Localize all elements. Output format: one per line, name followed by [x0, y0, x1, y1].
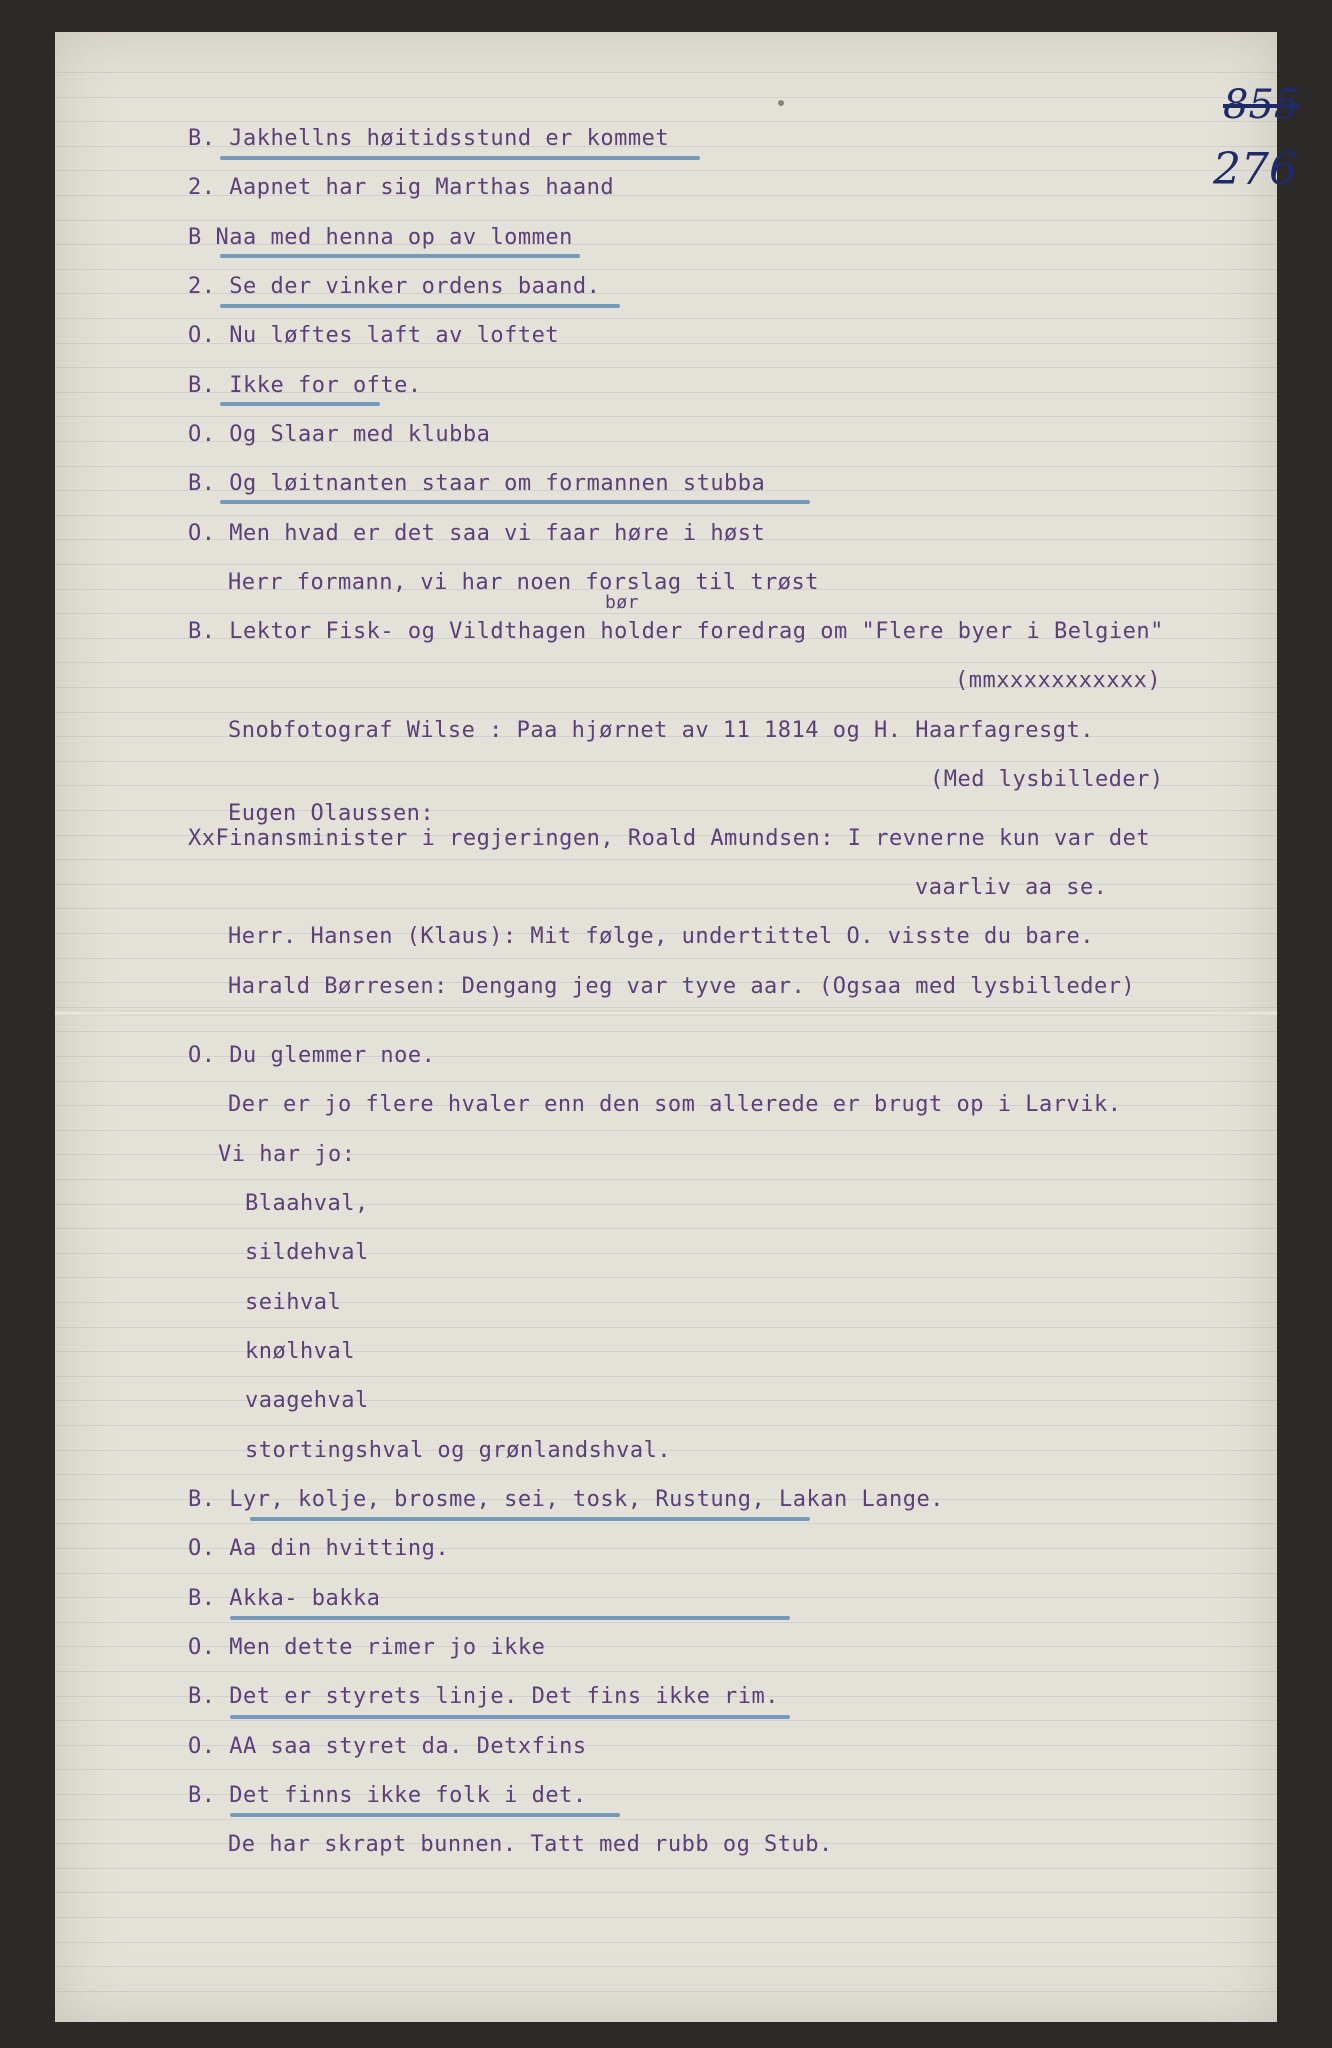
text-line: Harald Børresen: Dengang jeg var tyve aar. (Ogsaa med lysbilleder): [228, 974, 1136, 999]
text-line: O. Og Slaar med klubba: [188, 422, 491, 447]
ruled-line: [55, 662, 1277, 663]
ruled-line: [55, 613, 1277, 614]
text-line: Der er jo flere hvaler enn den som allerede er brugt op i Larvik.: [228, 1092, 1122, 1117]
ruled-line: [55, 1376, 1277, 1377]
text-line: O. Aa din hvitting.: [188, 1536, 450, 1561]
ruled-line: [55, 1425, 1277, 1426]
text-line: B. Akka- bakka: [188, 1586, 381, 1611]
text-line: B. Det er styrets linje. Det fins ikke rim.: [188, 1684, 780, 1709]
text-line: Vi har jo:: [218, 1142, 356, 1167]
text-line: Eugen Olaussen:: [228, 801, 435, 826]
text-line: Snobfotograf Wilse : Paa hjørnet av 11 1814 og H. Haarfagresgt.: [228, 718, 1094, 743]
ruled-line: [55, 121, 1277, 122]
ruled-line: [55, 1622, 1277, 1623]
ruled-line: [55, 1277, 1277, 1278]
ruled-line: [55, 1917, 1277, 1918]
underline-mark: [220, 402, 380, 406]
text-line: B. Jakhellns høitidsstund er kommet: [188, 126, 670, 151]
text-line: Herr. Hansen (Klaus): Mit følge, undertittel O. visste du bare.: [228, 924, 1094, 949]
text-line: (mmxxxxxxxxxxx): [955, 668, 1162, 693]
ruled-line: [55, 515, 1277, 516]
text-line: B. Lyr, kolje, brosme, sei, tosk, Rustung, Lakan Lange.: [188, 1487, 944, 1512]
page-number: 276: [1213, 144, 1297, 195]
underline-mark: [220, 304, 620, 308]
ruled-line: [55, 1720, 1277, 1721]
ruled-line: [55, 1573, 1277, 1574]
ruled-line: [55, 1351, 1277, 1352]
ruled-line: [55, 97, 1277, 98]
text-line: O. Du glemmer noe.: [188, 1043, 436, 1068]
ruled-line: [55, 1253, 1277, 1254]
ruled-line: [55, 367, 1277, 368]
ruled-line: [55, 1400, 1277, 1401]
ruled-line: [55, 1130, 1277, 1131]
page-fold: [55, 1010, 1277, 1016]
ruled-line: [55, 1991, 1277, 1992]
text-line: knølhval: [245, 1339, 355, 1364]
ruled-line: [55, 859, 1277, 860]
ruled-line: [55, 908, 1277, 909]
ruled-line: [55, 1327, 1277, 1328]
ruled-line: [55, 1769, 1277, 1770]
text-line: B. Lektor Fisk- og Vildthagen holder foredrag om "Flere byer i Belgien": [188, 619, 1164, 644]
ruled-line: [55, 1302, 1277, 1303]
document-page: [55, 32, 1300, 2022]
ruled-line: [55, 318, 1277, 319]
text-line: Blaahval,: [245, 1191, 369, 1216]
underline-mark: [230, 1715, 790, 1719]
ruled-line: [55, 1671, 1277, 1672]
ruled-line: [55, 466, 1277, 467]
insertion-note: bør: [605, 592, 640, 613]
ruled-line: [55, 1474, 1277, 1475]
underline-mark: [220, 500, 810, 504]
ruled-line: [55, 712, 1277, 713]
ruled-line: [55, 269, 1277, 270]
text-line: vaarliv aa se.: [915, 875, 1108, 900]
text-line: vaagehval: [245, 1388, 369, 1413]
text-line: O. AA saa styret da. Detxfins: [188, 1734, 587, 1759]
text-line: 2. Aapnet har sig Marthas haand: [188, 175, 615, 200]
punch-dot: [778, 100, 784, 106]
ruled-line: [55, 1892, 1277, 1893]
underline-mark: [220, 254, 580, 258]
underline-mark: [230, 1813, 620, 1817]
ruled-line: [55, 958, 1277, 959]
ruled-line: [55, 1868, 1277, 1869]
ruled-line: [55, 1523, 1277, 1524]
ruled-line: [55, 1942, 1277, 1943]
ruled-line: [55, 220, 1277, 221]
ruled-line: [55, 1031, 1277, 1032]
text-line: De har skrapt bunnen. Tatt med rubb og Stub.: [228, 1832, 833, 1857]
text-line: seihval: [245, 1290, 342, 1315]
ruled-line: [55, 72, 1277, 73]
text-line: 2. Se der vinker ordens baand.: [188, 274, 601, 299]
underline-mark: [250, 1517, 810, 1521]
text-line: (Med lysbilleder): [930, 767, 1164, 792]
ruled-line: [55, 1204, 1277, 1205]
text-line: B. Det finns ikke folk i det.: [188, 1783, 587, 1808]
ruled-line: [55, 1966, 1277, 1967]
text-line: XxFinansminister i regjeringen, Roald Amundsen: I revnerne kun var det: [188, 826, 1151, 851]
text-line: sildehval: [245, 1240, 369, 1265]
old-page-number: 855: [1223, 82, 1300, 128]
text-line: B. Og løitnanten staar om formannen stubba: [188, 471, 766, 496]
ruled-line: [55, 761, 1277, 762]
ruled-line: [55, 564, 1277, 565]
underline-mark: [230, 1616, 790, 1620]
text-line: stortingshval og grønlandshval.: [245, 1438, 672, 1463]
ruled-line: [55, 416, 1277, 417]
ruled-line: [55, 1007, 1277, 1008]
underline-mark: [220, 156, 700, 160]
ruled-line: [55, 1179, 1277, 1180]
ruled-line: [55, 1081, 1277, 1082]
text-line: O. Men hvad er det saa vi faar høre i høst: [188, 521, 766, 546]
text-line: B Naa med henna op av lommen: [188, 225, 573, 250]
ruled-line: [55, 1228, 1277, 1229]
text-line: Herr formann, vi har noen forslag til trøst: [228, 570, 820, 595]
text-line: O. Nu løftes laft av loftet: [188, 323, 560, 348]
text-line: B. Ikke for ofte.: [188, 373, 422, 398]
text-line: O. Men dette rimer jo ikke: [188, 1635, 546, 1660]
ruled-line: [55, 1819, 1277, 1820]
ruled-line: [55, 170, 1277, 171]
